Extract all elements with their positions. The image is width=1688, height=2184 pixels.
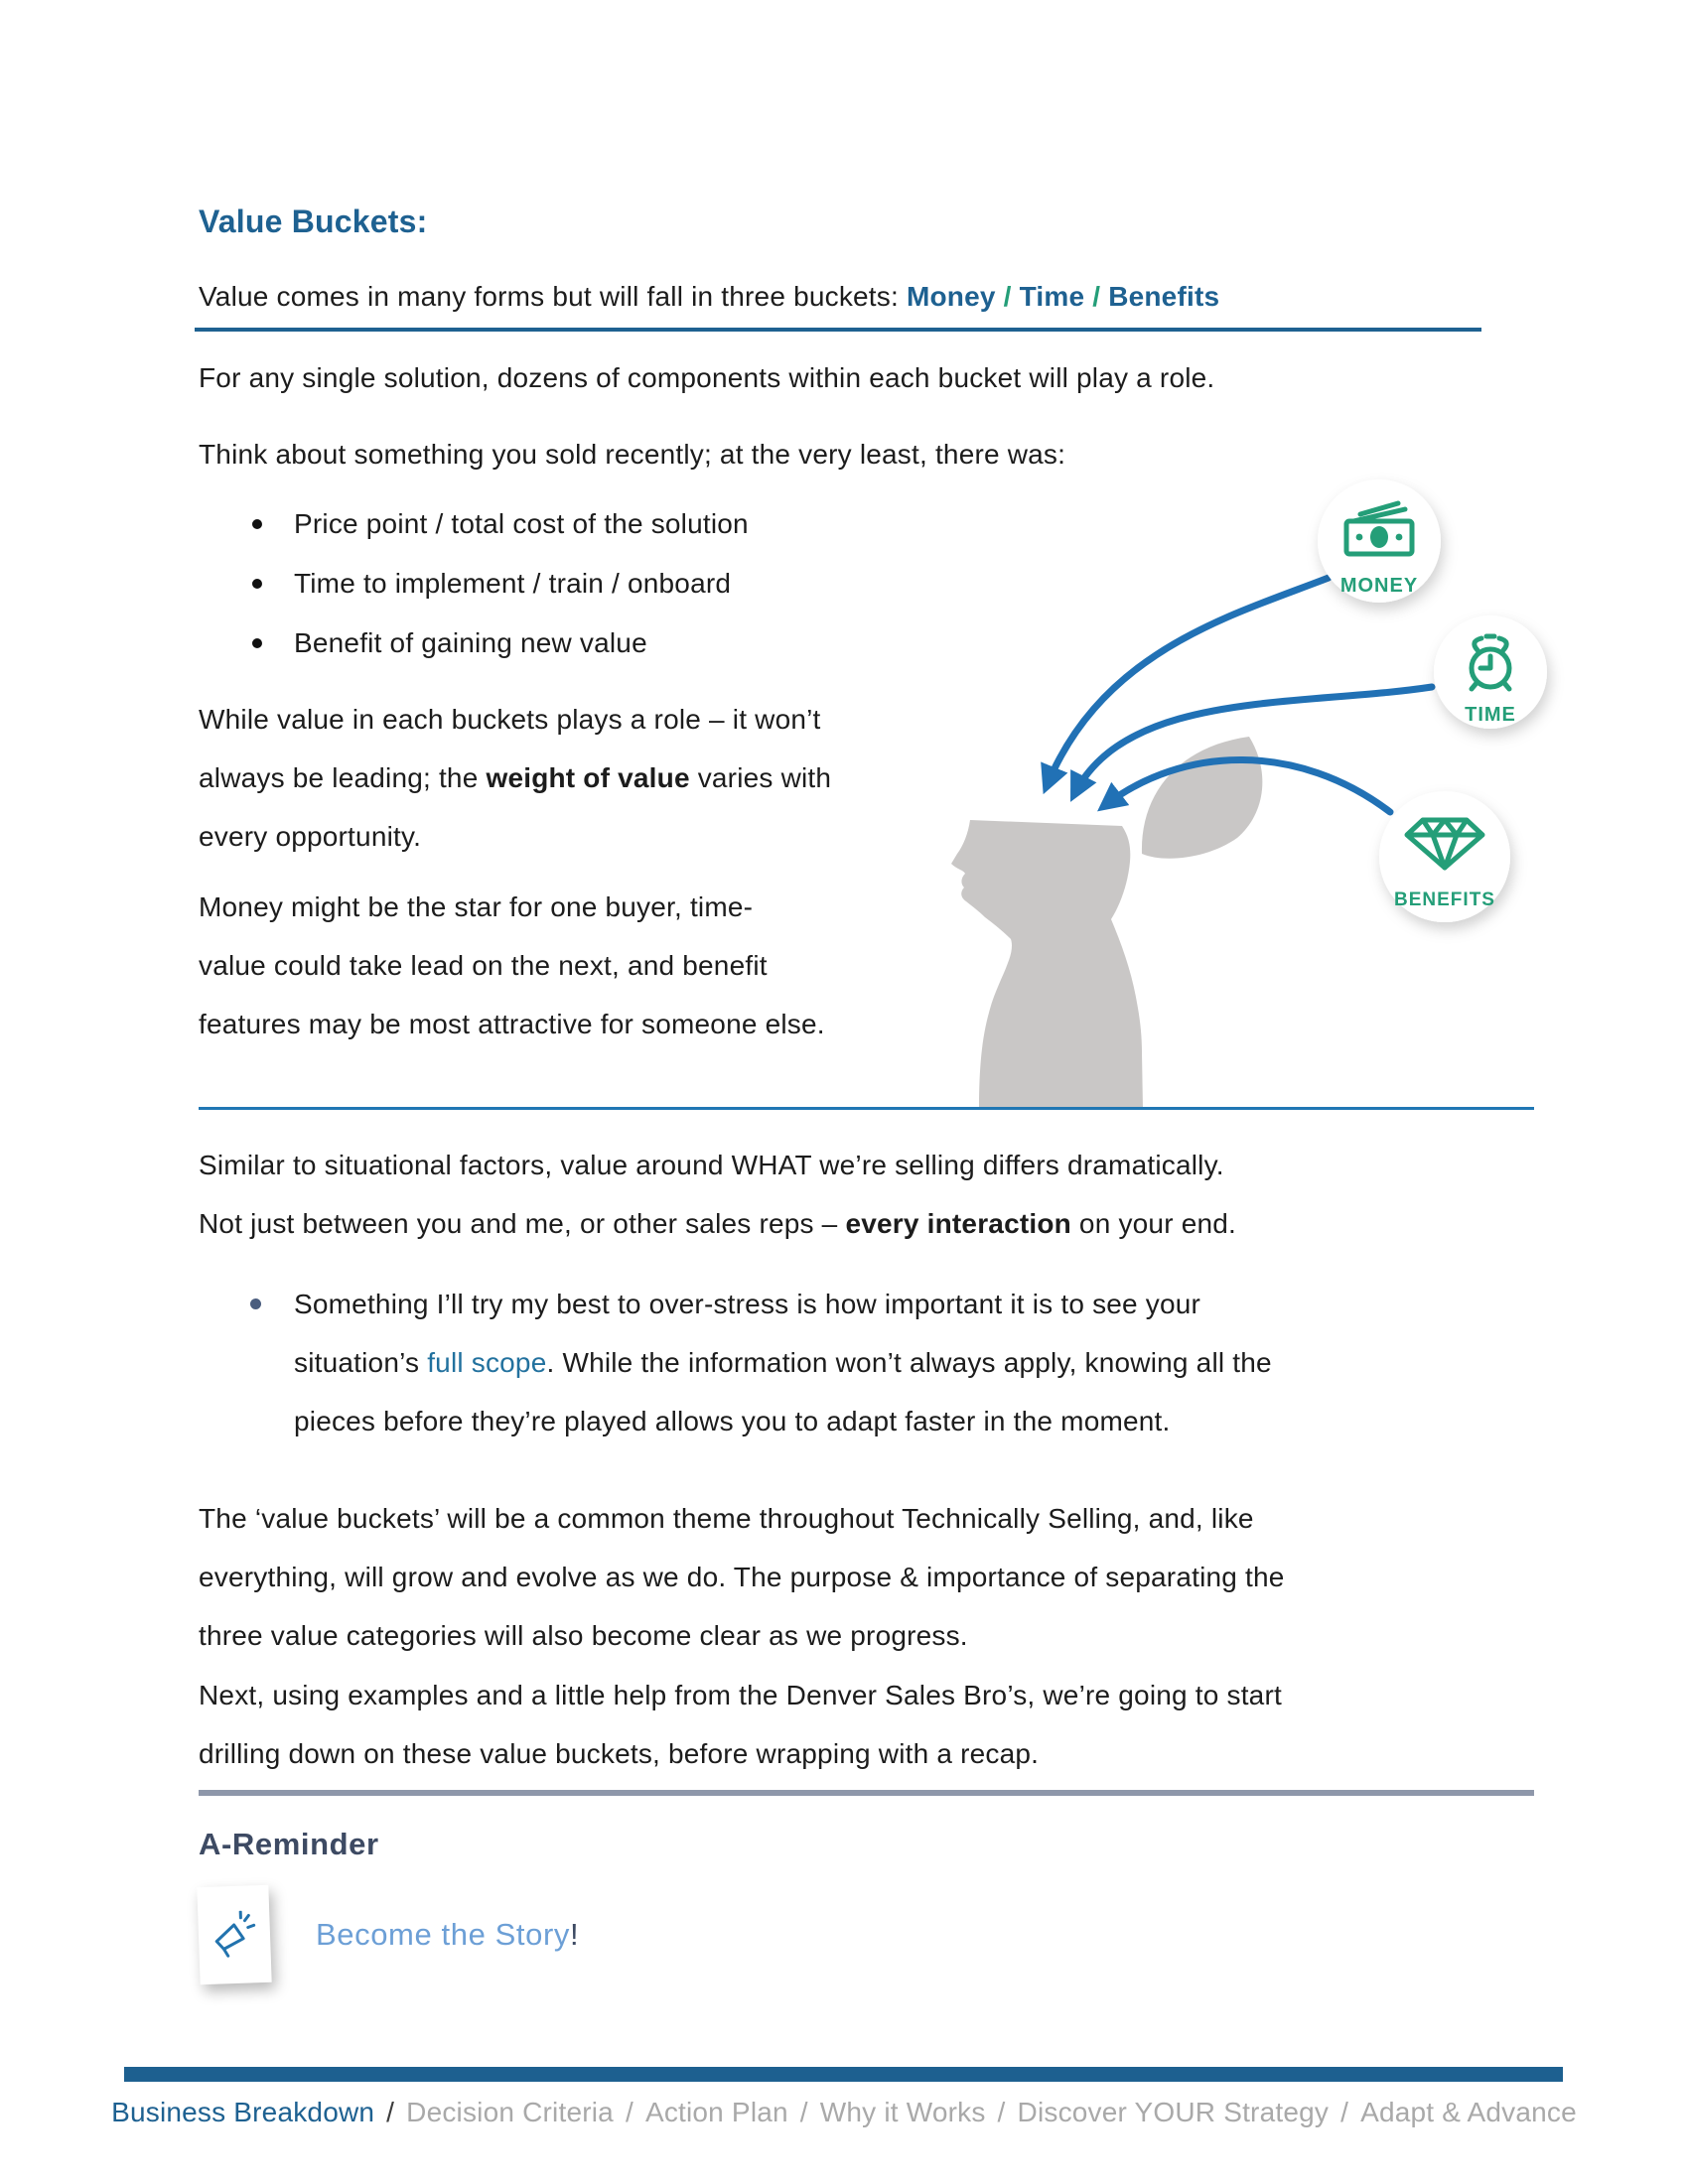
- paragraph-not-just: [199, 1208, 1236, 1240]
- footer-separator: /: [799, 2097, 808, 2127]
- paragraph-money-star: [199, 878, 825, 1053]
- intro-separator: /: [995, 281, 1020, 312]
- time-bubble: [1434, 615, 1547, 729]
- money-bubble: [1318, 479, 1441, 603]
- cta-exclamation: !: [570, 1917, 580, 1952]
- text-line: value could take lead on the next, and benefit: [199, 950, 768, 981]
- footer-separator: /: [625, 2097, 633, 2127]
- text-run: . While the information won’t always apply, knowing all the: [546, 1347, 1272, 1378]
- footer-nav-why-it-works[interactable]: Why it Works: [819, 2097, 986, 2127]
- text-line: every opportunity.: [199, 821, 422, 852]
- footer-nav-adapt-advance[interactable]: Adapt & Advance: [1360, 2097, 1577, 2127]
- intro-money: Money: [906, 281, 996, 312]
- head-silhouette: [951, 737, 1262, 1110]
- paragraph-role: For any single solution, dozens of components within each bucket will play a role.: [199, 362, 1215, 393]
- text-line: pieces before they’re played allows you to adapt faster in the moment.: [294, 1406, 1171, 1436]
- bullet-marker: [250, 1298, 261, 1309]
- text-run: on your end.: [1070, 1208, 1237, 1239]
- footer-separator: /: [997, 2097, 1006, 2127]
- list-item: Price point / total cost of the solution: [250, 494, 749, 554]
- text-line: Something I’ll try my best to over-stress is how important it is to see your: [294, 1289, 1201, 1319]
- text-line: The ‘value buckets’ will be a common theme throughout Technically Selling, and, like: [199, 1503, 1254, 1534]
- become-the-story-link[interactable]: [316, 1917, 579, 1953]
- text-run: varies with: [689, 762, 832, 793]
- footer-nav-decision-criteria[interactable]: Decision Criteria: [406, 2097, 614, 2127]
- full-scope-bullet: [294, 1275, 1272, 1450]
- reminder-row: [199, 1886, 579, 1983]
- paragraph-think: Think about something you sold recently; at the very least, there was:: [199, 439, 1066, 470]
- text-line: three value categories will also become clear as we progress.: [199, 1620, 968, 1651]
- footer-bar: [124, 2067, 1563, 2082]
- text-run: Not just between you and me, or other sales reps –: [199, 1208, 846, 1239]
- arrow-money-to-head: [1047, 578, 1329, 786]
- cta-text[interactable]: Become the Story: [316, 1917, 570, 1952]
- text-line: features may be most attractive for someone else.: [199, 1009, 825, 1039]
- time-label: TIME: [1465, 704, 1516, 726]
- footer-separator: /: [1340, 2097, 1349, 2127]
- footer-nav-discover-your-strategy[interactable]: Discover YOUR Strategy: [1017, 2097, 1330, 2127]
- intro-separator: /: [1084, 281, 1109, 312]
- value-buckets-illustration: [933, 457, 1589, 1112]
- text-line: Money might be the star for one buyer, time-: [199, 891, 754, 922]
- text-line: [199, 749, 831, 807]
- megaphone-icon: [210, 1910, 259, 1960]
- paragraph-weight-of-value: [199, 690, 831, 866]
- benefits-bubble: [1379, 791, 1510, 922]
- solution-bullet-list: [250, 494, 749, 673]
- text-run-bold: weight of value: [486, 762, 690, 793]
- text-run: always be leading; the: [199, 762, 487, 793]
- divider-top: [195, 328, 1481, 332]
- intro-line: [199, 281, 1219, 313]
- footer-nav: [0, 2097, 1688, 2128]
- text-line: Next, using examples and a little help from the Denver Sales Bro’s, we’re going to start: [199, 1680, 1282, 1710]
- footer-separator: /: [386, 2097, 395, 2127]
- text-line: [294, 1333, 1272, 1392]
- divider-reminder: [199, 1790, 1534, 1796]
- head-open-lid: [1142, 737, 1262, 859]
- text-run: situation’s: [294, 1347, 428, 1378]
- illustration-svg: [933, 457, 1589, 1112]
- reminder-heading: A-Reminder: [199, 1827, 379, 1861]
- money-label: MONEY: [1339, 575, 1419, 597]
- paragraph-similar: Similar to situational factors, value around WHAT we’re selling differs dramatically.: [199, 1150, 1224, 1180]
- benefits-label: BENEFITS: [1394, 889, 1495, 910]
- text-line: everything, will grow and evolve as we do. The purpose & importance of separating the: [199, 1562, 1285, 1592]
- divider-middle: [199, 1107, 1534, 1110]
- list-item: Benefit of gaining new value: [250, 614, 749, 673]
- footer-nav-action-plan[interactable]: Action Plan: [644, 2097, 788, 2127]
- paragraph-theme: [199, 1489, 1285, 1665]
- megaphone-card: [197, 1885, 271, 1984]
- page-title: Value Buckets:: [199, 204, 428, 239]
- intro-time: Time: [1019, 281, 1085, 312]
- full-scope-link[interactable]: full scope: [427, 1347, 547, 1378]
- intro-benefits: Benefits: [1108, 281, 1220, 312]
- list-item: Time to implement / train / onboard: [250, 554, 749, 614]
- text-line: While value in each buckets plays a role – it won’t: [199, 704, 821, 735]
- intro-prefix: Value comes in many forms but will fall in three buckets:: [199, 281, 907, 312]
- text-line: drilling down on these value buckets, before wrapping with a recap.: [199, 1738, 1040, 1769]
- footer-nav-business-breakdown[interactable]: Business Breakdown: [111, 2097, 375, 2127]
- paragraph-next: [199, 1666, 1282, 1783]
- text-run-bold: every interaction: [845, 1208, 1071, 1239]
